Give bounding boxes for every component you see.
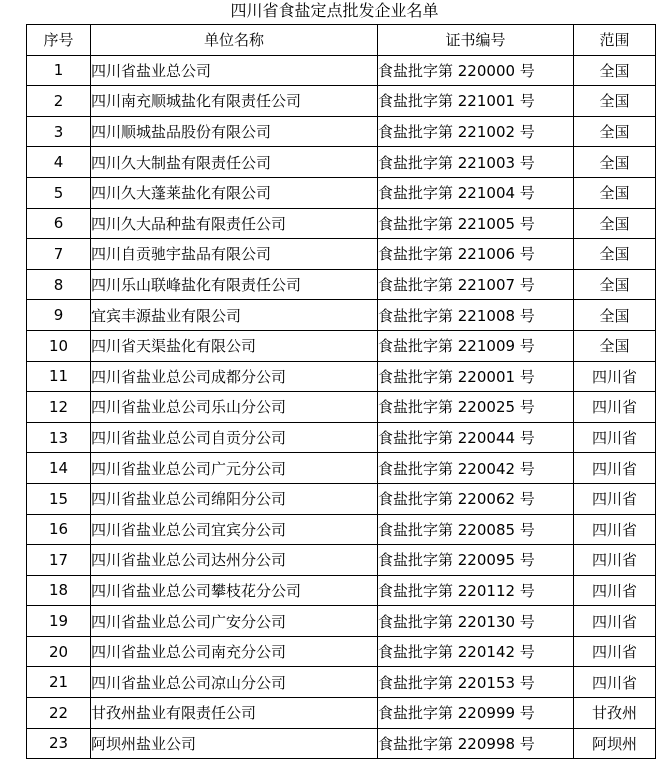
cell-certificate-number: 食盐批字第 221008 号 — [378, 300, 574, 331]
cell-company-name: 四川省盐业总公司 — [91, 55, 378, 86]
cell-company-name: 四川省盐业总公司绵阳分公司 — [91, 483, 378, 514]
cell-certificate-number: 食盐批字第 220044 号 — [378, 422, 574, 453]
cell-serial-number: 1 — [27, 55, 91, 86]
cell-certificate-number: 食盐批字第 220042 号 — [378, 453, 574, 484]
cell-serial-number: 4 — [27, 147, 91, 178]
cell-serial-number: 3 — [27, 116, 91, 147]
cell-certificate-number: 食盐批字第 221009 号 — [378, 330, 574, 361]
table-row — [27, 55, 656, 86]
cell-company-name: 四川省天渠盐化有限公司 — [91, 330, 378, 361]
cell-scope: 全国 — [574, 239, 656, 270]
cell-scope: 全国 — [574, 177, 656, 208]
cell-certificate-number: 食盐批字第 220001 号 — [378, 361, 574, 392]
header-scope: 范围 — [574, 25, 656, 56]
header-company-name: 单位名称 — [91, 25, 378, 56]
cell-certificate-number: 食盐批字第 221004 号 — [378, 177, 574, 208]
cell-serial-number: 22 — [27, 698, 91, 729]
cell-company-name: 四川省盐业总公司南充分公司 — [91, 636, 378, 667]
cell-serial-number: 20 — [27, 636, 91, 667]
table-row — [27, 667, 656, 698]
cell-scope: 四川省 — [574, 392, 656, 423]
cell-scope: 全国 — [574, 116, 656, 147]
cell-company-name: 甘孜州盐业有限责任公司 — [91, 698, 378, 729]
cell-company-name: 四川省盐业总公司宜宾分公司 — [91, 514, 378, 545]
cell-serial-number: 11 — [27, 361, 91, 392]
cell-serial-number: 10 — [27, 330, 91, 361]
cell-scope: 四川省 — [574, 606, 656, 637]
table-body — [27, 55, 656, 759]
cell-scope: 全国 — [574, 147, 656, 178]
table-row — [27, 545, 656, 576]
cell-scope: 全国 — [574, 86, 656, 117]
cell-serial-number: 7 — [27, 239, 91, 270]
cell-serial-number: 13 — [27, 422, 91, 453]
cell-serial-number: 9 — [27, 300, 91, 331]
table-row — [27, 483, 656, 514]
cell-serial-number: 16 — [27, 514, 91, 545]
cell-scope: 四川省 — [574, 361, 656, 392]
cell-serial-number: 19 — [27, 606, 91, 637]
cell-certificate-number: 食盐批字第 220998 号 — [378, 728, 574, 759]
table-row — [27, 147, 656, 178]
table-row — [27, 330, 656, 361]
cell-company-name: 四川乐山联峰盐化有限责任公司 — [91, 269, 378, 300]
cell-company-name: 四川久大蓬莱盐化有限公司 — [91, 177, 378, 208]
cell-serial-number: 18 — [27, 575, 91, 606]
cell-company-name: 宜宾丰源盐业有限公司 — [91, 300, 378, 331]
cell-company-name: 四川久大品种盐有限责任公司 — [91, 208, 378, 239]
cell-scope: 全国 — [574, 208, 656, 239]
cell-scope: 四川省 — [574, 453, 656, 484]
cell-scope: 四川省 — [574, 483, 656, 514]
cell-certificate-number: 食盐批字第 220085 号 — [378, 514, 574, 545]
cell-scope: 阿坝州 — [574, 728, 656, 759]
cell-scope: 四川省 — [574, 514, 656, 545]
cell-certificate-number: 食盐批字第 221006 号 — [378, 239, 574, 270]
cell-serial-number: 21 — [27, 667, 91, 698]
cell-scope: 全国 — [574, 300, 656, 331]
cell-scope: 四川省 — [574, 545, 656, 576]
table-row — [27, 361, 656, 392]
table-row — [27, 636, 656, 667]
table-row — [27, 453, 656, 484]
enterprise-table — [26, 24, 656, 759]
cell-company-name: 四川自贡驰宇盐品有限公司 — [91, 239, 378, 270]
cell-scope: 甘孜州 — [574, 698, 656, 729]
cell-serial-number: 14 — [27, 453, 91, 484]
cell-company-name: 阿坝州盐业公司 — [91, 728, 378, 759]
cell-serial-number: 17 — [27, 545, 91, 576]
page-title: 四川省食盐定点批发企业名单 — [230, 1, 439, 20]
cell-scope: 四川省 — [574, 575, 656, 606]
table-row — [27, 300, 656, 331]
cell-certificate-number: 食盐批字第 220025 号 — [378, 392, 574, 423]
cell-certificate-number: 食盐批字第 221001 号 — [378, 86, 574, 117]
table-row — [27, 514, 656, 545]
cell-serial-number: 15 — [27, 483, 91, 514]
table-row — [27, 177, 656, 208]
cell-scope: 全国 — [574, 269, 656, 300]
cell-scope: 四川省 — [574, 422, 656, 453]
header-certificate-number: 证书编号 — [378, 25, 574, 56]
cell-certificate-number: 食盐批字第 220130 号 — [378, 606, 574, 637]
cell-certificate-number: 食盐批字第 220999 号 — [378, 698, 574, 729]
cell-company-name: 四川省盐业总公司达州分公司 — [91, 545, 378, 576]
table-row — [27, 269, 656, 300]
table-row — [27, 728, 656, 759]
table-header — [27, 25, 656, 56]
table-row — [27, 575, 656, 606]
cell-company-name: 四川省盐业总公司凉山分公司 — [91, 667, 378, 698]
header-serial-number: 序号 — [27, 25, 91, 56]
cell-scope: 四川省 — [574, 667, 656, 698]
cell-certificate-number: 食盐批字第 221007 号 — [378, 269, 574, 300]
cell-certificate-number: 食盐批字第 221005 号 — [378, 208, 574, 239]
table-row — [27, 86, 656, 117]
table-row — [27, 606, 656, 637]
cell-company-name: 四川顺城盐品股份有限公司 — [91, 116, 378, 147]
cell-certificate-number: 食盐批字第 220062 号 — [378, 483, 574, 514]
cell-company-name: 四川久大制盐有限责任公司 — [91, 147, 378, 178]
cell-certificate-number: 食盐批字第 220095 号 — [378, 545, 574, 576]
cell-certificate-number: 食盐批字第 221003 号 — [378, 147, 574, 178]
cell-company-name: 四川省盐业总公司广安分公司 — [91, 606, 378, 637]
cell-scope: 四川省 — [574, 636, 656, 667]
cell-certificate-number: 食盐批字第 220142 号 — [378, 636, 574, 667]
cell-company-name: 四川省盐业总公司广元分公司 — [91, 453, 378, 484]
cell-serial-number: 8 — [27, 269, 91, 300]
cell-certificate-number: 食盐批字第 220153 号 — [378, 667, 574, 698]
cell-scope: 全国 — [574, 55, 656, 86]
table-row — [27, 116, 656, 147]
table-row — [27, 698, 656, 729]
table-row — [27, 422, 656, 453]
cell-certificate-number: 食盐批字第 220112 号 — [378, 575, 574, 606]
table-row — [27, 239, 656, 270]
cell-company-name: 四川省盐业总公司成都分公司 — [91, 361, 378, 392]
cell-serial-number: 6 — [27, 208, 91, 239]
cell-certificate-number: 食盐批字第 221002 号 — [378, 116, 574, 147]
cell-company-name: 四川省盐业总公司自贡分公司 — [91, 422, 378, 453]
cell-serial-number: 23 — [27, 728, 91, 759]
cell-serial-number: 5 — [27, 177, 91, 208]
cell-serial-number: 12 — [27, 392, 91, 423]
table-row — [27, 208, 656, 239]
cell-scope: 全国 — [574, 330, 656, 361]
cell-certificate-number: 食盐批字第 220000 号 — [378, 55, 574, 86]
cell-company-name: 四川南充顺城盐化有限责任公司 — [91, 86, 378, 117]
cell-serial-number: 2 — [27, 86, 91, 117]
cell-company-name: 四川省盐业总公司乐山分公司 — [91, 392, 378, 423]
table-row — [27, 392, 656, 423]
cell-company-name: 四川省盐业总公司攀枝花分公司 — [91, 575, 378, 606]
header-row — [27, 25, 656, 56]
